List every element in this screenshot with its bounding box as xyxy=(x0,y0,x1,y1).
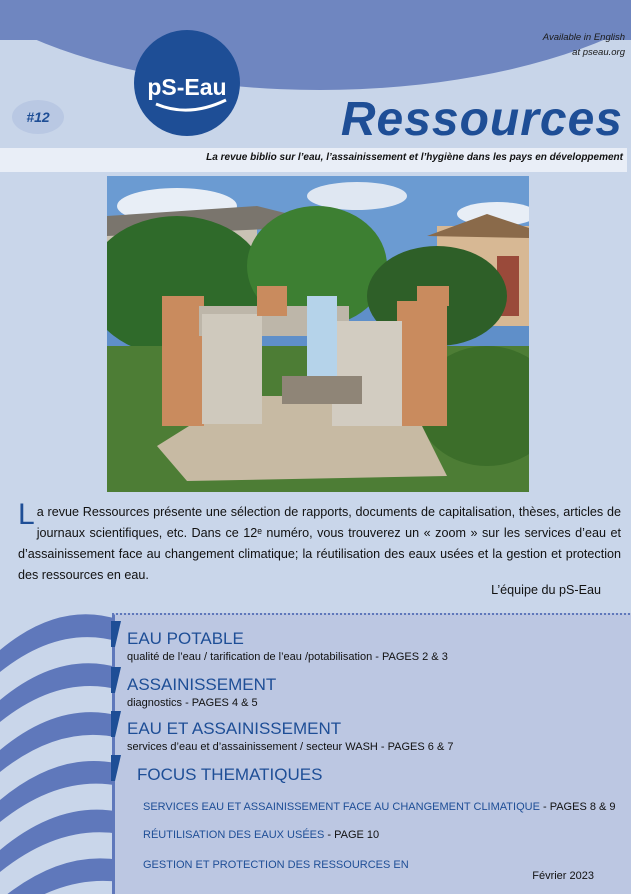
cover-photo xyxy=(107,176,529,492)
intro-text: a revue Ressources présente une sélection de rapports, documents de capitalisation, thèses, articles de journaux scientifiques, etc. Dans ce 12ᵉ numéro, vous trouverez un « zoom » sur les services d’eau et d’assainissement face au changement climatique; la réutilisation des eaux usées et la gestion et protection des ressources en eau. xyxy=(18,505,621,582)
logo-text: pS-Eau xyxy=(147,74,227,100)
page-subtitle: La revue biblio sur l’eau, l’assainissement et l’hygiène dans les pays en développement xyxy=(206,152,623,163)
section-title: EAU ET ASSAINISSEMENT xyxy=(127,719,342,738)
focus-item-pages: - PAGE 10 xyxy=(324,829,380,841)
ps-eau-logo xyxy=(134,30,240,136)
section-flag-icon xyxy=(111,755,121,781)
intro-text-block xyxy=(18,498,621,586)
section-subtitle: qualité de l’eau / tarification de l’eau /potabilisation - PAGES 2 & 3 xyxy=(127,651,448,663)
section-eau-et-assainissement[interactable] xyxy=(127,719,453,755)
section-eau-potable[interactable] xyxy=(127,629,448,665)
publication-date: Février 2023 xyxy=(532,870,594,882)
focus-item-reutilisation[interactable] xyxy=(143,829,379,841)
logo-wave-icon xyxy=(134,30,240,136)
focus-item-climat[interactable] xyxy=(143,801,616,813)
available-in-english[interactable] xyxy=(543,30,625,60)
intro-block xyxy=(0,492,631,610)
section-title: FOCUS THEMATIQUES xyxy=(137,765,323,784)
focus-item-gestion[interactable] xyxy=(143,859,409,871)
focus-item-label: RÉUTILISATION DES EAUX USÉES xyxy=(143,829,325,841)
focus-item-label: GESTION ET PROTECTION DES RESSOURCES EN xyxy=(143,859,409,871)
available-line-2[interactable]: at pseau.org xyxy=(572,47,625,58)
available-line-1: Available in English xyxy=(542,32,625,43)
section-flag-icon xyxy=(111,711,121,737)
section-flag-icon xyxy=(111,621,121,647)
section-focus-thematiques[interactable] xyxy=(137,765,322,785)
focus-item-pages: - PAGES 8 & 9 xyxy=(539,801,616,813)
section-flag-icon xyxy=(111,667,121,693)
section-title: EAU POTABLE xyxy=(127,629,244,648)
issue-number: #12 xyxy=(12,100,64,134)
intro-dropcap: L xyxy=(18,498,35,531)
intro-signature: L’équipe du pS-Eau xyxy=(491,583,601,597)
page-title: Ressources xyxy=(340,93,623,146)
section-subtitle: diagnostics - PAGES 4 & 5 xyxy=(127,697,258,709)
section-assainissement[interactable] xyxy=(127,675,276,711)
contents-panel xyxy=(112,613,631,894)
section-subtitle: services d’eau et d’assainissement / secteur WASH - PAGES 6 & 7 xyxy=(127,741,454,753)
header-arc xyxy=(0,0,631,90)
focus-item-label: SERVICES EAU ET ASSAINISSEMENT FACE AU CHANGEMENT CLIMATIQUE xyxy=(143,801,540,813)
table-of-contents-area xyxy=(0,610,631,894)
section-title: ASSAINISSEMENT xyxy=(127,675,277,694)
